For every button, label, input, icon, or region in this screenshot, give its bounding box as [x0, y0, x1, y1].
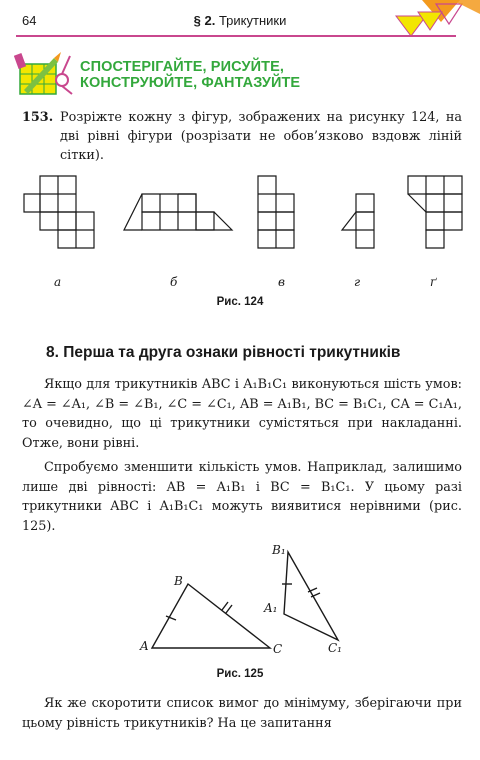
vertex-b1: B₁ — [272, 543, 286, 557]
paragraph-1: Якщо для трикутників ABC і A₁B₁C₁ виконуються шість умов: ∠A = ∠A₁, ∠B = ∠B₁, ∠C = ∠C₁, AB = A₁B₁, BC = B₁C₁, CA = C₁A₁, то очевидно, що ці трикутники сумістяться при накладанні. Отже, вони рівні. — [22, 377, 462, 451]
shape-ge — [408, 176, 462, 248]
triangle-a1b1c1 — [284, 552, 338, 640]
paragraph-2: Спробуємо зменшити кількість умов. Наприклад, залишимо лише дві рівності: AB = A₁B₁ і BC = B₁C₁. У цьому разі трикутники ABC і A₁B₁C₁ можуть виявитися нерівними (рис. 125). — [22, 460, 462, 534]
vertex-b: B — [174, 574, 183, 588]
section-sign: § 2. — [193, 13, 216, 28]
section-name: Трикутники — [218, 13, 287, 28]
shape-a — [24, 176, 94, 248]
header-rule — [16, 35, 456, 37]
rubric-line-2: КОНСТРУЮЙТЕ, ФАНТАЗУЙТЕ — [80, 75, 301, 91]
shape-b — [124, 194, 232, 230]
vertex-c1: C₁ — [328, 641, 342, 655]
page-number: 64 — [22, 13, 37, 28]
figure-124-label-g: г — [354, 275, 361, 289]
exercise-number: 153. — [22, 110, 54, 125]
figure-124-caption: Рис. 124 — [216, 296, 264, 308]
drawing-tools-icon — [14, 50, 76, 100]
rubric-title — [80, 59, 300, 91]
figure-124-label-v: в — [278, 275, 285, 289]
figure-124-label-a: а — [54, 275, 62, 289]
figure-124-label-b: б — [170, 275, 178, 289]
triangle-abc — [152, 584, 270, 648]
figure-124 — [0, 172, 480, 262]
section-heading: 8. Перша та друга ознаки рівності трикутників — [46, 344, 401, 361]
decorative-triangles-icon — [392, 0, 480, 40]
shape-g — [342, 194, 374, 248]
paragraph-3: Як же скоротити список вимог до мінімуму, зберігаючи при цьому рівність трикутників? На це запитання — [22, 696, 462, 731]
vertex-c: C — [273, 642, 283, 656]
figure-125-caption: Рис. 125 — [216, 668, 264, 680]
figure-124-label-ge: ґ — [430, 275, 437, 289]
exercise-text: Розріжте кожну з фігур, зображених на рисунку 124, на дві рівні фігури (розрізати не обов’язково вздовж ліній сітки). — [60, 110, 462, 163]
figure-125 — [0, 540, 480, 670]
rubric-line-1: СПОСТЕРІГАЙТЕ, РИСУЙТЕ, — [80, 59, 284, 75]
rubric-banner — [14, 50, 464, 100]
exercise-153 — [22, 108, 462, 165]
vertex-a: A — [140, 639, 149, 653]
vertex-a1: A₁ — [264, 601, 278, 615]
shape-v — [258, 176, 294, 248]
